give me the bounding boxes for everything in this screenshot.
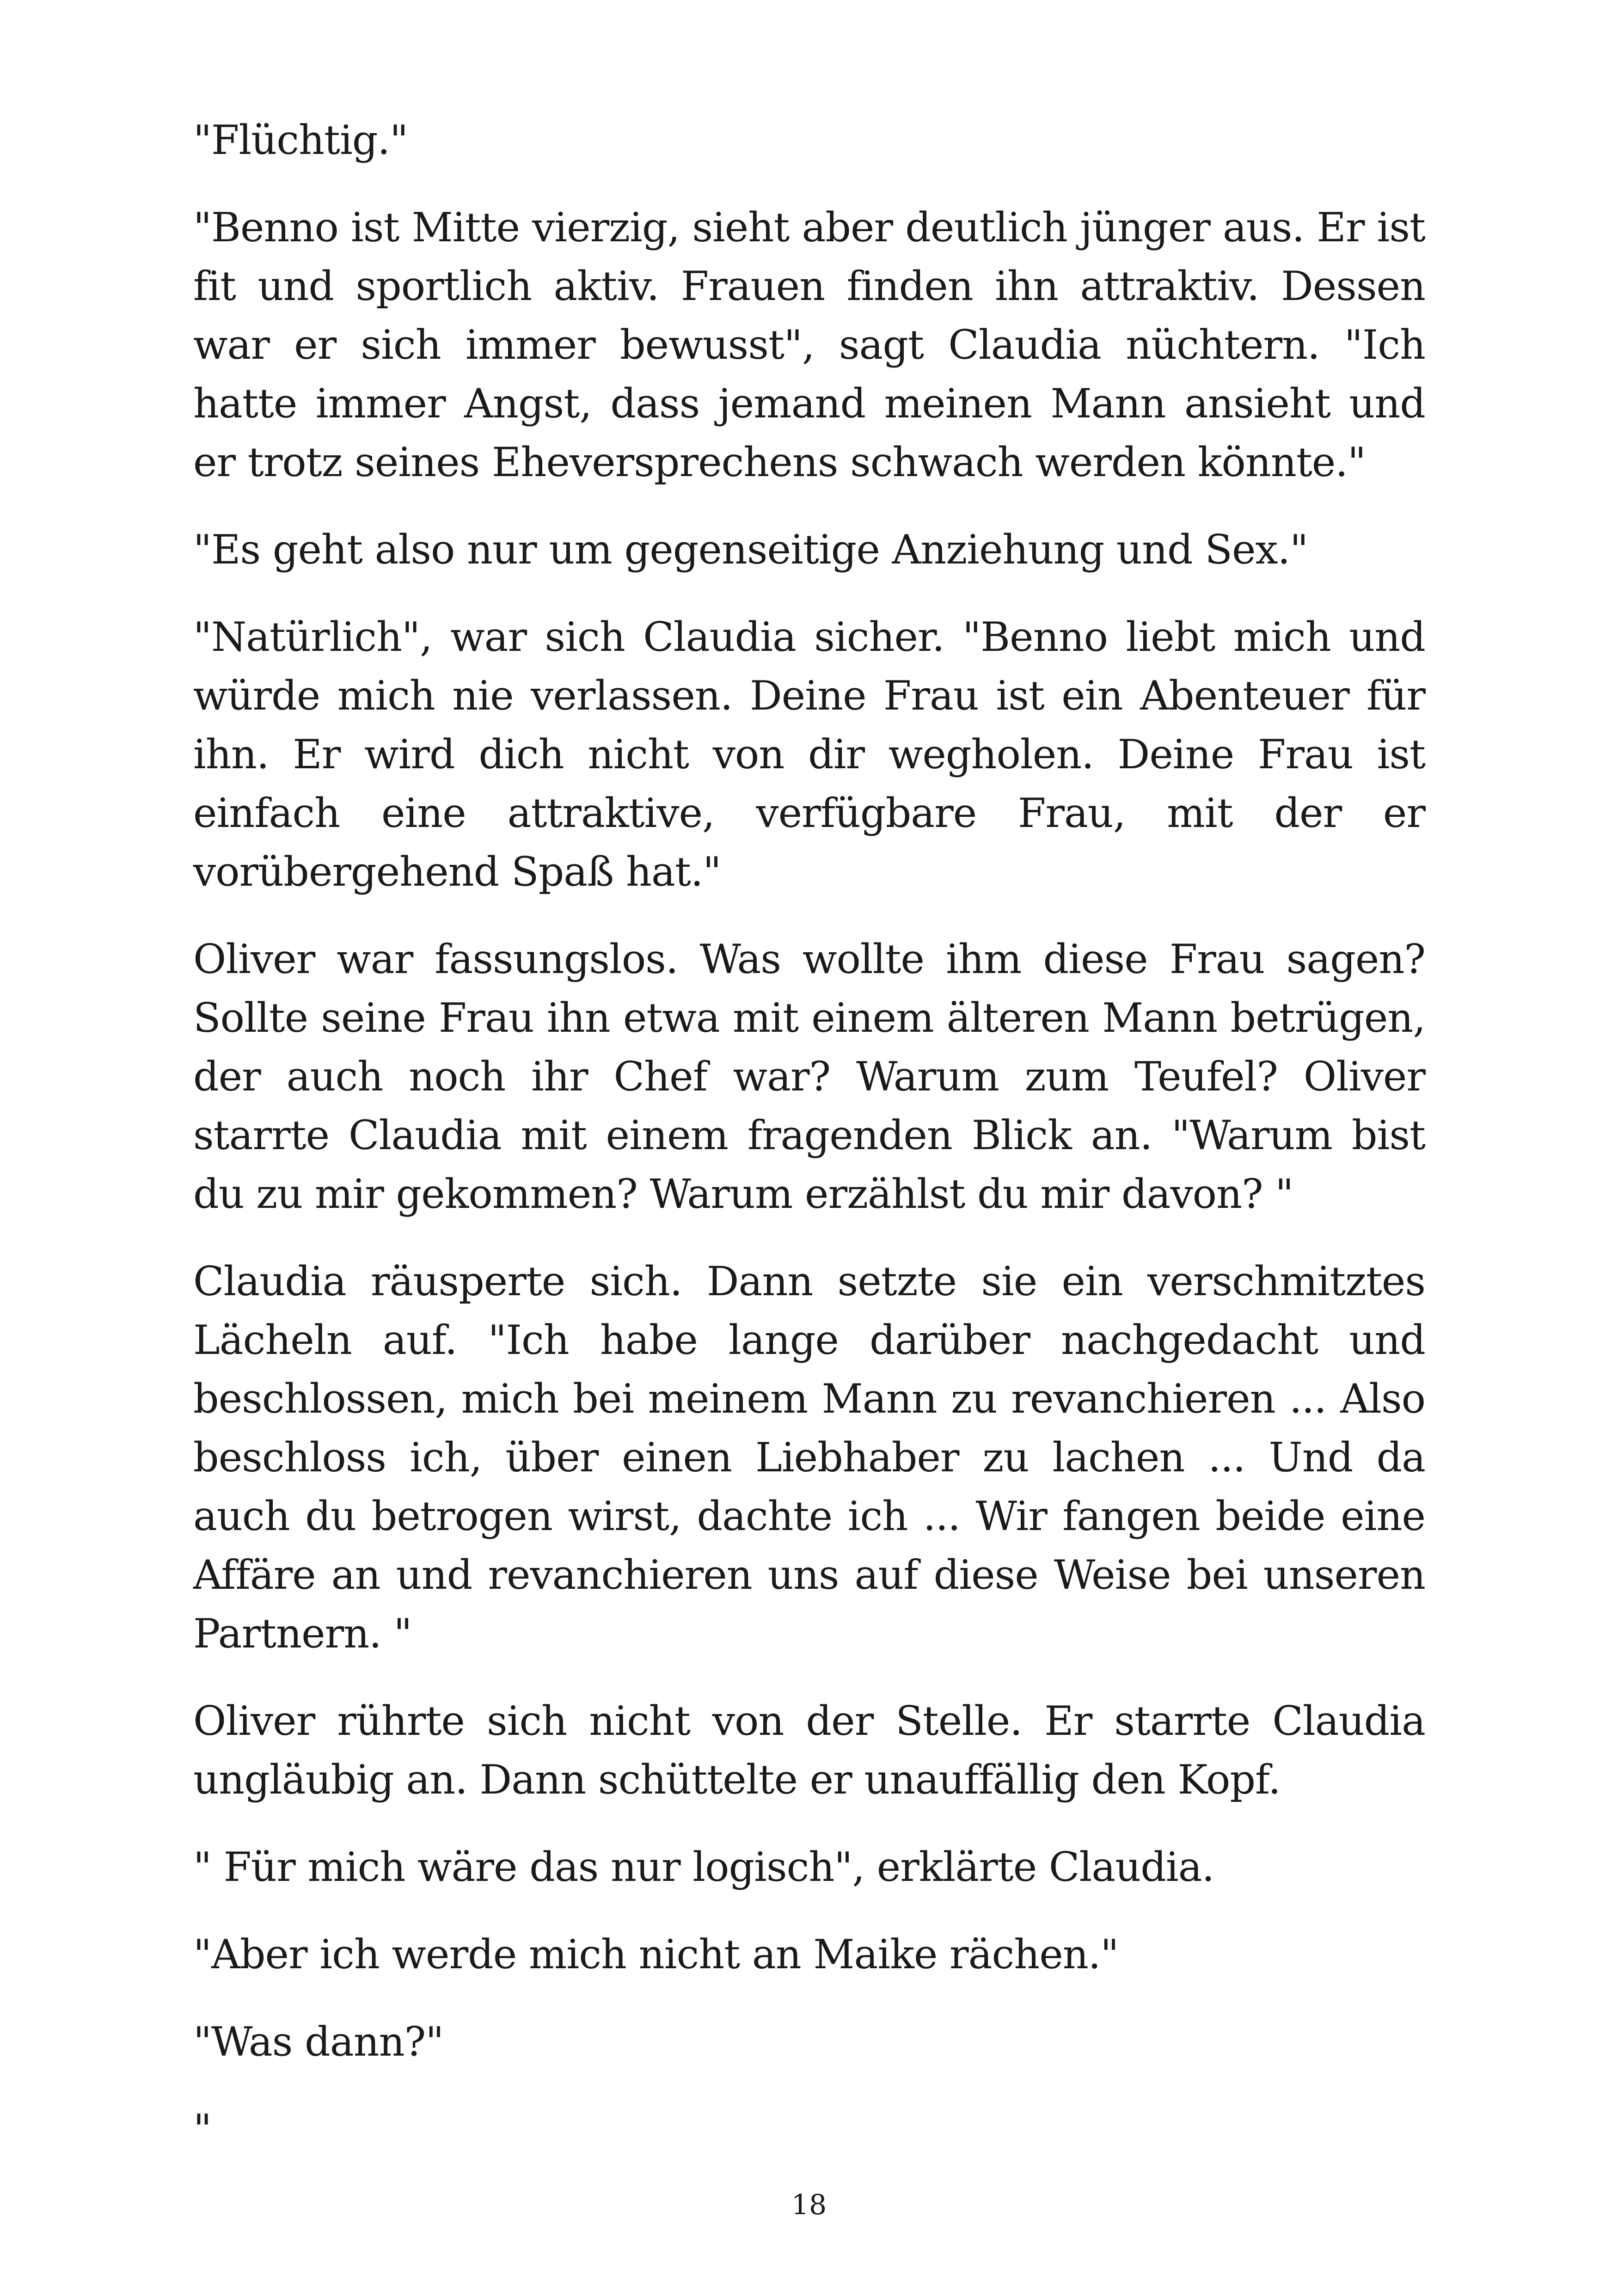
paragraph: "Benno ist Mitte vierzig, sieht aber deutlich jünger aus. Er ist fit und sportlich aktiv. Frauen finden ihn attraktiv. Dessen war er sich immer bewusst", sagt Claudia nüchtern. "Ich hatte immer Angst, dass jemand meinen Mann ansieht und er trotz seines Eheversprechens schwach werden könnte." [193, 204, 1425, 486]
paragraph: Oliver rührte sich nicht von der Stelle. Er starrte Claudia ungläubig an. Dann schüttelte er unauffällig den Kopf. [193, 1697, 1425, 1803]
paragraph: Oliver war fassungslos. Was wollte ihm diese Frau sagen? Sollte seine Frau ihn etwa mit einem älteren Mann betrügen, der auch noch ihr Chef war? Warum zum Teufel? Oliver starrte Claudia mit einem fragenden Blick an. "Warum bist du zu mir gekommen? Warum erzählst du mir davon? " [193, 936, 1425, 1218]
page-number: 18 [791, 2189, 827, 2221]
paragraph: "Natürlich", war sich Claudia sicher. "Benno liebt mich und würde mich nie verlassen. Deine Frau ist ein Abenteuer für ihn. Er wird dich nicht von dir wegholen. Deine Frau ist einfach eine attraktive, verfügbare Frau, mit der er vorübergehend Spaß hat." [193, 613, 1425, 895]
paragraph: Claudia räusperte sich. Dann setzte sie ein verschmitztes Lächeln auf. "Ich habe lange darüber nachgedacht und beschlossen, mich bei meinem Mann zu revanchieren ... Also beschloss ich, über einen Liebhaber zu lachen ... Und da auch du betrogen wirst, dachte ich ... Wir fangen beide eine Affäre an und revanchieren uns auf diese Weise bei unseren Partnern. " [193, 1258, 1425, 1657]
paragraph: "Was dann?" [193, 2018, 444, 2065]
paragraph: "Flüchtig." [193, 116, 408, 164]
body-text [193, 111, 1425, 2187]
paragraph: "Es geht also nur um gegenseitige Anziehung und Sex." [193, 526, 1308, 573]
paragraph: " Für mich wäre das nur logisch", erklärte Claudia. [193, 1843, 1214, 1891]
paragraph: " [193, 2106, 212, 2153]
paragraph: "Aber ich werde mich nicht an Maike rächen." [193, 1931, 1119, 1978]
